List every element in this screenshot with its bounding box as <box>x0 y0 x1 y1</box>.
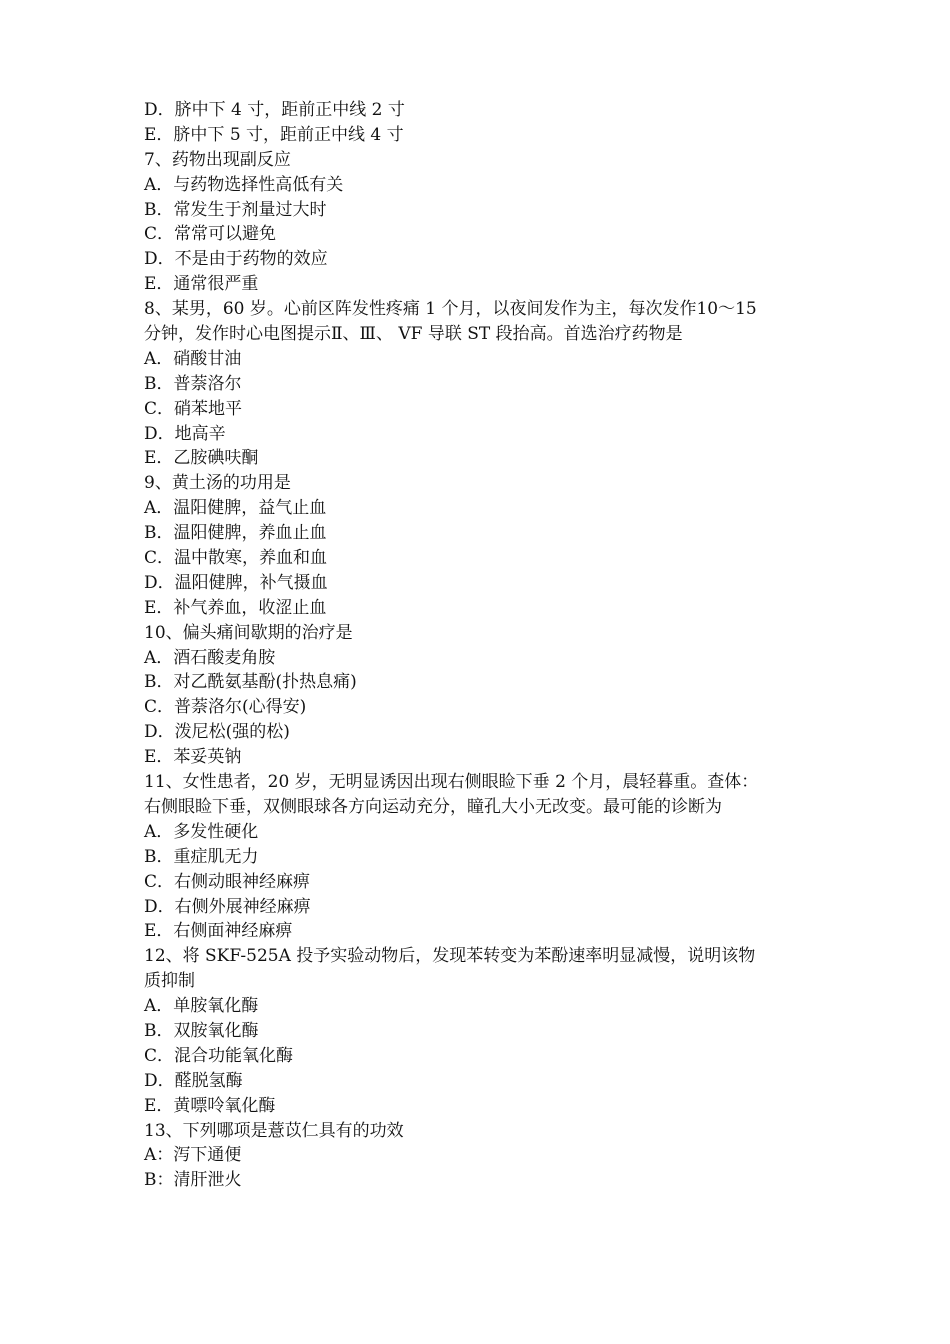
text-line: 9、黄土汤的功用是 <box>144 473 291 494</box>
text-line: 12、将 SKF-525A 投予实验动物后，发现苯转变为苯酚速率明显减慢，说明该物 <box>144 946 756 967</box>
text-line: A．多发性硬化 <box>144 821 259 842</box>
text-line: C．常常可以避免 <box>144 224 277 245</box>
text-line: E．补气养血，收涩止血 <box>144 597 327 618</box>
text-line: 右侧眼睑下垂，双侧眼球各方向运动充分，瞳孔大小无改变。最可能的诊断为 <box>144 796 722 817</box>
text-line: E．右侧面神经麻痹 <box>144 921 293 942</box>
text-line: D．地高辛 <box>144 423 226 444</box>
text-line: 13、下列哪项是薏苡仁具有的功效 <box>144 1120 404 1141</box>
text-line: C．硝苯地平 <box>144 398 243 419</box>
text-line: B．普萘洛尔 <box>144 373 242 394</box>
text-line: B．双胺氧化酶 <box>144 1020 259 1041</box>
text-line: D．不是由于药物的效应 <box>144 249 328 270</box>
text-line: D．温阳健脾，补气摄血 <box>144 572 328 593</box>
text-line: C．右侧动眼神经麻痹 <box>144 871 311 892</box>
text-line: E．苯妥英钠 <box>144 747 242 768</box>
text-line: 11、女性患者，20 岁，无明显诱因出现右侧眼睑下垂 2 个月，晨轻暮重。查体： <box>144 772 759 793</box>
text-line: C．温中散寒，养血和血 <box>144 548 328 569</box>
text-line: A：泻下通便 <box>144 1145 242 1166</box>
text-line: 分钟，发作时心电图提示Ⅱ、Ⅲ、 VF 导联 ST 段抬高。首选治疗药物是 <box>144 324 683 345</box>
text-line: 8、某男，60 岁。心前区阵发性疼痛 1 个月，以夜间发作为主，每次发作10～15 <box>144 299 757 320</box>
text-line: C．普萘洛尔(心得安) <box>144 697 307 718</box>
text-line: D．右侧外展神经麻痹 <box>144 896 311 917</box>
text-line: E．乙胺碘呋酮 <box>144 448 259 469</box>
text-line: 7、药物出现副反应 <box>144 149 291 170</box>
text-line: 10、偏头痛间歇期的治疗是 <box>144 622 353 643</box>
text-line: D．醛脱氢酶 <box>144 1070 243 1091</box>
text-line: C．混合功能氧化酶 <box>144 1045 294 1066</box>
text-line: B．常发生于剂量过大时 <box>144 199 327 220</box>
text-line: B．温阳健脾，养血止血 <box>144 523 327 544</box>
text-line: A．与药物选择性高低有关 <box>144 174 344 195</box>
document-body <box>144 98 824 1193</box>
text-line: D．脐中下 4 寸，距前正中线 2 寸 <box>144 100 405 120</box>
text-line: E．脐中下 5 寸，距前正中线 4 寸 <box>144 124 404 145</box>
text-line: B：清肝泄火 <box>144 1170 242 1191</box>
text-line: 质抑制 <box>144 971 195 992</box>
text-line: D．泼尼松(强的松) <box>144 722 290 743</box>
text-line: B．对乙酰氨基酚(扑热息痛) <box>144 672 357 693</box>
text-line: E．通常很严重 <box>144 274 259 295</box>
text-line: E．黄嘌呤氧化酶 <box>144 1095 276 1116</box>
text-line: A．酒石酸麦角胺 <box>144 647 276 668</box>
text-line: B．重症肌无力 <box>144 846 259 867</box>
text-line: A．温阳健脾，益气止血 <box>144 498 327 519</box>
text-line: A．单胺氧化酶 <box>144 996 259 1017</box>
text-line: A．硝酸甘油 <box>144 348 242 369</box>
